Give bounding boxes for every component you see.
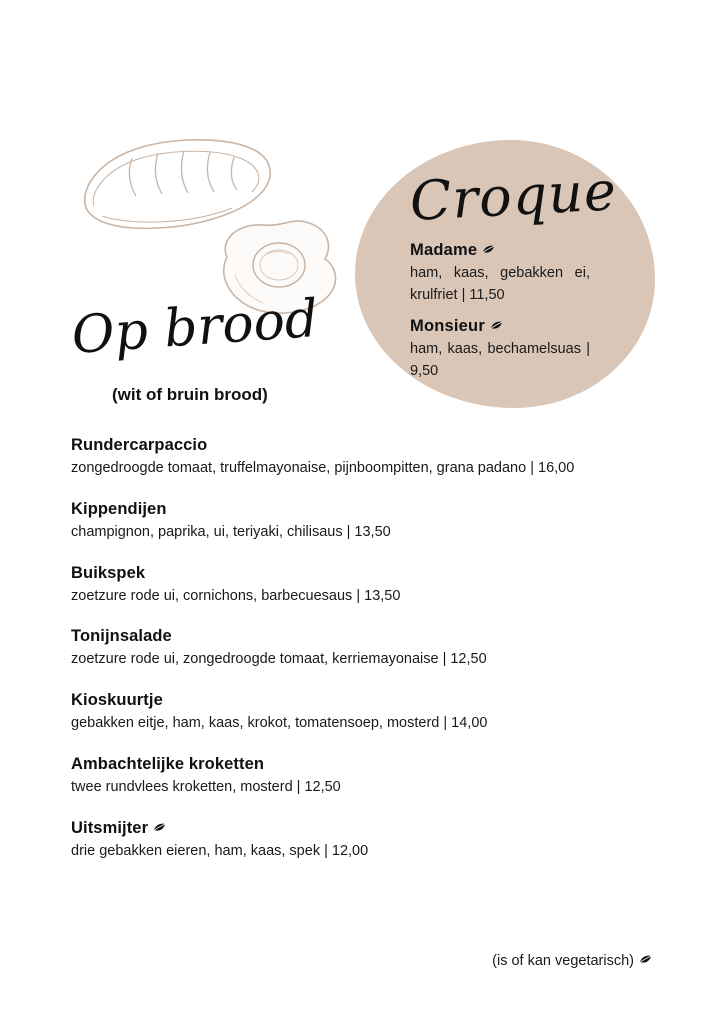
menu-item-description: champignon, paprika, ui, teriyaki, chilisaus | 13,50 (71, 523, 391, 540)
croque-item-description: ham, kaas, bechamelsuas | 9,50 (410, 340, 590, 380)
vegetarian-footnote (492, 953, 652, 969)
menu-item-name: Kioskuurtje (71, 691, 163, 709)
menu-item (71, 500, 631, 544)
menu-item-name: Uitsmijter (71, 818, 149, 837)
croque-item-name-row (410, 317, 670, 336)
menu-item-name-row (71, 819, 631, 838)
menu-item-description: zoetzure rode ui, zongedroogde tomaat, kerriemayonaise | 12,50 (71, 651, 487, 668)
menu-item-name: Buikspek (71, 563, 146, 582)
croque-item-name: Monsieur (410, 316, 485, 335)
op-brood-subtitle: (wit of bruin brood) (112, 385, 268, 404)
menu-item (71, 691, 631, 735)
croque-item-monsieur (410, 317, 670, 383)
croque-title: Croque (408, 159, 619, 233)
menu-item-description: gebakken eitje, ham, kaas, krokot, tomatensoep, mosterd | 14,00 (71, 715, 488, 731)
croque-item-name: Madame (410, 241, 478, 259)
op-brood-item-list (71, 436, 631, 882)
leaf-icon (482, 245, 495, 254)
menu-item-name: Tonijnsalade (71, 627, 172, 646)
leaf-icon (153, 823, 166, 832)
menu-item-name: Ambachtelijke kroketten (71, 754, 265, 773)
menu-item-name: Rundercarpaccio (71, 436, 208, 454)
croque-item-madame (410, 241, 670, 307)
op-brood-title: Op brood (69, 288, 320, 366)
menu-item-description: zoetzure rode ui, cornichons, barbecuesaus | 13,50 (71, 587, 401, 604)
menu-item (71, 436, 631, 480)
croque-item-description: ham, kaas, gebakken ei, krulfriet | 11,50 (410, 265, 590, 304)
croque-item-name-row (410, 241, 670, 260)
leaf-icon (639, 955, 652, 964)
menu-item-name: Kippendijen (71, 499, 167, 518)
menu-item (71, 755, 631, 799)
leaf-icon (490, 321, 503, 330)
vegetarian-footnote-text: (is of kan vegetarisch) (492, 953, 634, 969)
menu-item (71, 564, 631, 608)
menu-item-description: drie gebakken eieren, ham, kaas, spek | 12,00 (71, 842, 369, 859)
menu-item-description: zongedroogde tomaat, truffelmayonaise, pijnboompitten, grana padano | 16,00 (71, 460, 575, 476)
croque-section (408, 159, 670, 383)
menu-item (71, 819, 631, 863)
menu-item-description: twee rundvlees kroketten, mosterd | 12,50 (71, 778, 341, 795)
menu-item (71, 627, 631, 671)
